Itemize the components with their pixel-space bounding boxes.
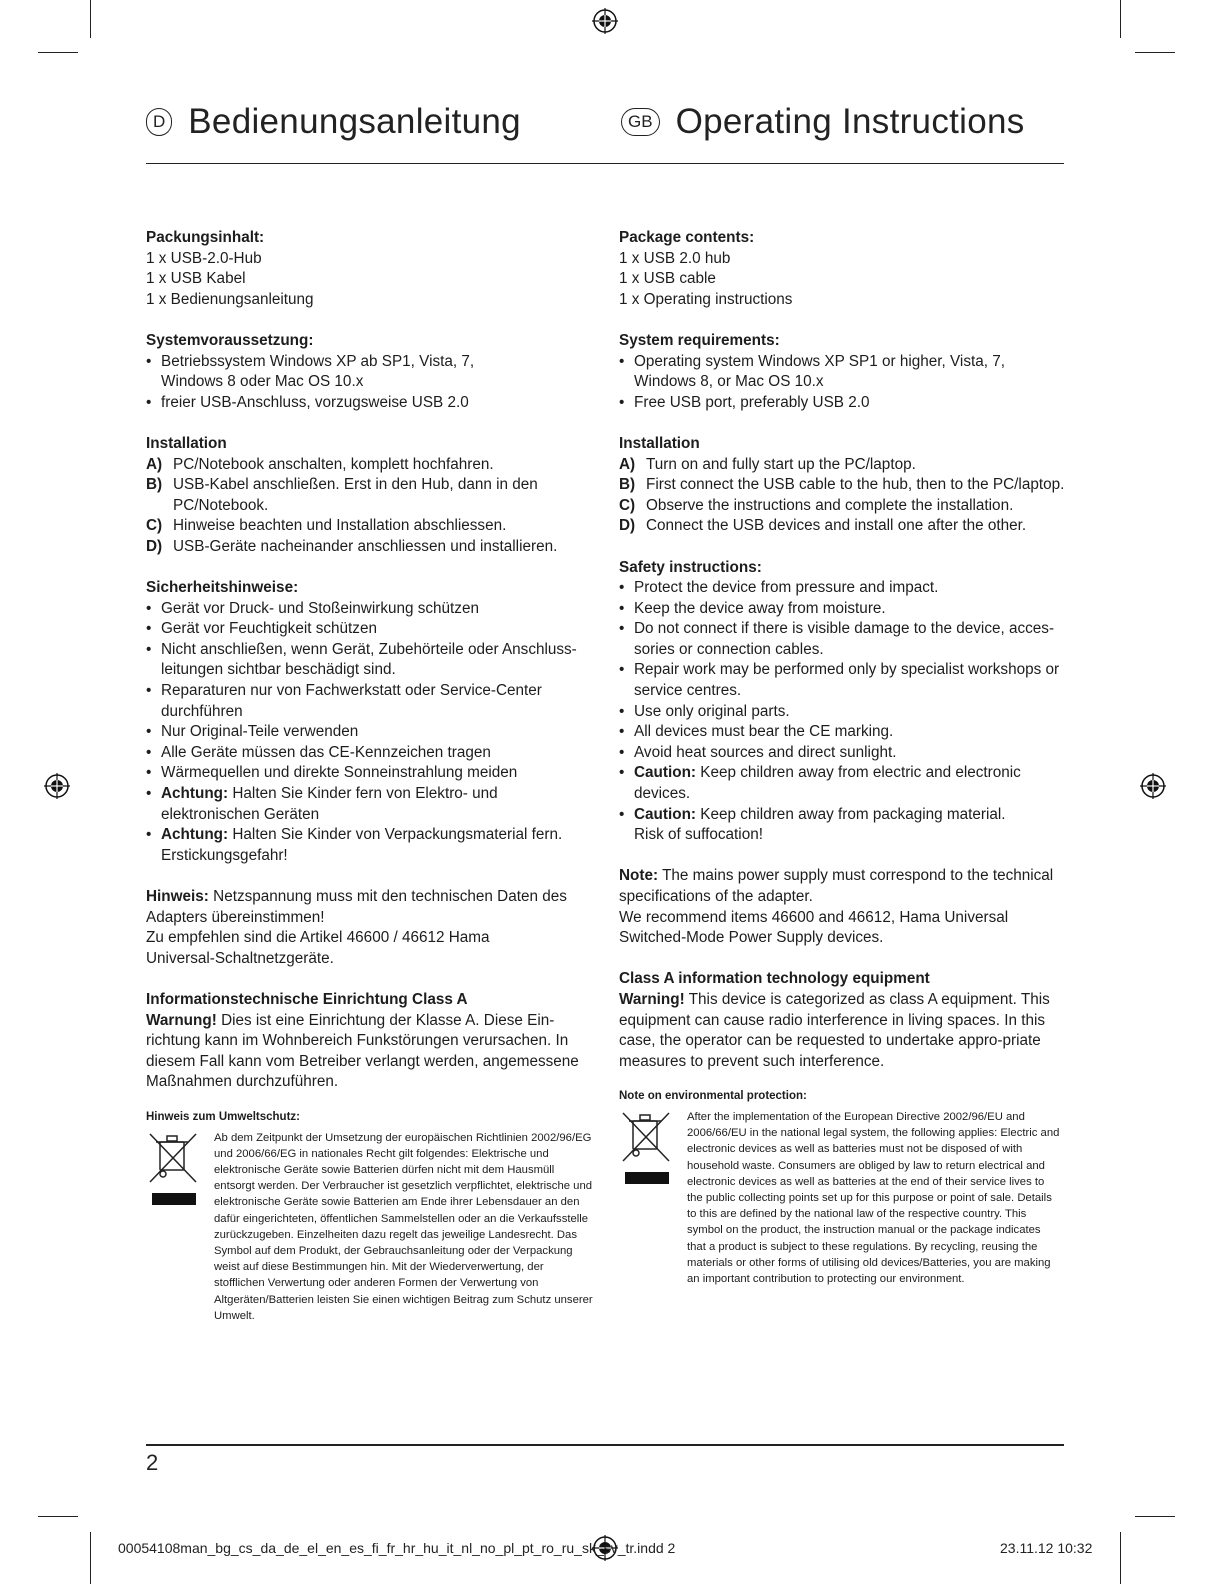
step-key: C) [146,517,163,535]
section-heading: Sicherheitshinweise: [146,579,299,597]
section-heading: Safety instructions: [619,558,762,576]
environment-section [619,1086,1069,1287]
page-number: 2 [146,1450,159,1475]
warning-text: Keep children away from electric and electronic devices. [634,764,1021,803]
warning-label: Caution: [634,764,697,782]
sysreq-section [619,331,1069,413]
install-step [146,516,596,537]
note-text: Zu empfehlen sind die Artikel 46600 / 46612 Hama Universal-Schaltnetzgeräte. [146,929,490,967]
header-divider [146,163,1064,164]
warning-label: Warning! [619,990,685,1008]
warning-label: Caution: [634,805,697,823]
step-key: B) [146,476,163,494]
page-title-de: Bedienungsanleitung [188,102,521,141]
step-text: USB-Geräte nacheinander anschliessen und installieren. [173,537,558,555]
safety-item: • Gerät vor Druck- und Stoßeinwirkung schützen [146,599,596,620]
classa-text [146,1011,586,1093]
step-text: Observe the instructions and complete the installation. [646,496,1014,514]
sysreq-item: • Free USB port, preferably USB 2.0 [619,393,1069,414]
safety-section [146,578,596,866]
section-heading: Hinweis zum Umweltschutz: [146,1110,300,1123]
safety-warning [146,825,581,866]
header-left [146,102,521,142]
crop-mark [90,1532,91,1584]
classa-section [619,969,1064,1072]
safety-warning [619,763,1064,804]
safety-item: • Use only original parts. [619,702,1069,723]
contents-item: 1 x USB 2.0 hub [619,249,731,267]
crossed-out-wheelie-bin-icon [146,1130,204,1324]
section-heading: Class A information technology equipment [619,970,930,988]
sysreq-item: • Operating system Windows XP SP1 or higher, Vista, 7, Windows 8, or Mac OS 10.x [619,352,1034,393]
step-text: Connect the USB devices and install one after the other. [646,517,1027,535]
step-key: D) [619,517,636,535]
step-key: D) [146,537,163,555]
safety-item: • Nicht anschließen, wenn Gerät, Zubehörteile oder Anschluss-leitungen sichtbar beschädigt sind. [146,640,596,681]
registration-mark-icon [592,8,618,34]
note-section [619,866,1064,948]
install-step [619,496,1069,517]
step-key: C) [619,496,636,514]
warning-label: Achtung: [161,785,229,803]
section-heading: Installation [619,434,700,452]
note-label: Note: [619,867,659,885]
step-text: Hinweise beachten und Installation abschliessen. [173,517,507,535]
safety-warning [146,784,541,825]
classa-body: This device is categorized as class A equipment. This equipment can cause radio interference in living spaces. In this case, the operator can be requested to undertake appro-priate measures to prevent such interference. [619,990,1050,1070]
contents-section [146,228,596,310]
page-title-en: Operating Instructions [675,102,1025,141]
step-key: A) [146,455,163,473]
print-date: 23.11.12 10:32 [1000,1540,1093,1556]
contents-item: 1 x USB Kabel [146,270,246,288]
contents-item: 1 x Bedienungsanleitung [146,290,314,308]
classa-section [146,990,586,1093]
step-text: Turn on and fully start up the PC/laptop. [646,455,916,473]
warning-label: Achtung: [161,826,229,844]
registration-mark-icon [1140,773,1166,799]
safety-item: • Wärmequellen und direkte Sonneinstrahlung meiden [146,763,596,784]
sysreq-section [146,331,596,413]
crop-mark [38,52,78,53]
install-step [146,537,596,558]
section-heading: System requirements: [619,331,780,349]
environment-text: Ab dem Zeitpunkt der Umsetzung der europäischen Richtlinien 2002/96/EG und 2006/66/EG in nationales Recht gilt folgendes: Elektrische und elektronische Geräte sowie Batterien dürfen nicht mit dem Hausmüll entsorgt werden. Der Verbraucher ist gesetzlich verpflichtet, elektrische und elektronische Geräte sowie Batterien am Ende ihrer Lebensdauer an den dafür eingerichteten, öffentlichen Sammelstellen oder an die Verkaufsstelle zurückzugeben. Einzelheiten dazu regelt das jeweilige Landesrecht. Das Symbol auf dem Produkt, der Gebrauchsanleitung oder der Verpackung weist auf diese Bestimmungen hin. Mit der Wiederverwertung, der stofflichen Verwertung oder anderen Formen der Verwertung von Altgeräten/Batterien leisten Sie einen wichtigen Beitrag zum Schutz unserer Umwelt. [214,1131,593,1322]
safety-item: • Gerät vor Feuchtigkeit schützen [146,619,596,640]
install-step [146,475,543,516]
note-body: The mains power supply must correspond to the technical specifications of the adapter. [619,867,1054,905]
sysreq-item: • freier USB-Anschluss, vorzugsweise USB 2.0 [146,393,596,414]
note-text [146,887,586,928]
safety-section [619,558,1069,846]
safety-item: • Keep the device away from moisture. [619,599,1069,620]
contents-item: 1 x USB cable [619,270,716,288]
warning-text: Halten Sie Kinder von Verpackungsmaterial fern. Erstickungsgefahr! [161,826,563,864]
install-section [146,434,596,558]
step-key: A) [619,455,636,473]
safety-item: • Avoid heat sources and direct sunlight. [619,743,1069,764]
environment-text: After the implementation of the European Directive 2002/96/EU and 2006/66/EU in the national legal system, the following applies: Electric and electronic devices as well as batteries must not be disposed of with household waste. Consumers are obliged by law to return electrical and electronic devices as well as batteries at the end of their service lives to the public collecting points set up for this purpose or point of sale. Details to this are defined by the national law of the respective country. This symbol on the product, the instruction manual or the package indicates that a product is subject to these regulations. By recycling, reusing the materials or other forms of utilising old devices/Batteries, you are making an important contribution to protecting our environment. [687,1110,1060,1285]
safety-item: • Repair work may be performed only by specialist workshops or service centres. [619,660,1079,701]
language-badge: D [146,108,172,136]
safety-item: • Nur Original-Teile verwenden [146,722,596,743]
warning-text: Halten Sie Kinder fern von Elektro- und elektronischen Geräten [161,785,498,823]
step-text: USB-Kabel anschließen. Erst in den Hub, dann in den PC/Notebook. [173,476,538,514]
warning-text: Keep children away from packaging material. Risk of suffocation! [634,805,1006,844]
section-heading: Packungsinhalt: [146,229,265,246]
note-label: Hinweis: [146,888,209,905]
crop-mark [1135,52,1175,53]
install-step [619,475,1069,496]
install-step [146,455,596,476]
footer-divider [146,1444,1064,1446]
crop-mark [1135,1516,1175,1517]
safety-item: • Do not connect if there is visible damage to the device, acces-sories or connection cables. [619,619,1069,660]
install-section [619,434,1069,537]
language-badge: GB [621,108,660,136]
safety-item: • Reparaturen nur von Fachwerkstatt oder Service-Center durchführen [146,681,561,722]
classa-body: Dies ist eine Einrichtung der Klasse A. Diese Ein-richtung kann im Wohnbereich Funkstörungen verursachen. In diesem Fall kann vom Betreiber verlangt werden, angemessene Maßnahmen durchzuführen. [146,1011,579,1091]
section-heading: Note on environmental protection: [619,1090,807,1103]
sysreq-item: • Betriebssystem Windows XP ab SP1, Vista, 7, Windows 8 oder Mac OS 10.x [146,352,491,393]
section-heading: Package contents: [619,229,755,246]
step-key: B) [619,476,636,494]
crop-mark [90,0,91,38]
note-text [619,866,1064,907]
note-section [146,887,586,969]
print-file-info: 00054108man_bg_cs_da_de_el_en_es_fi_fr_hr_hu_it_nl_no_pl_pt_ro_ru_sk_sv_tr.indd 2 [118,1540,676,1556]
safety-item: • Protect the device from pressure and impact. [619,578,1069,599]
crop-mark [38,1516,78,1517]
warning-label: Warnung! [146,1011,217,1029]
section-heading: Installation [146,434,227,452]
contents-item: 1 x Operating instructions [619,290,793,308]
column-de [146,228,596,1324]
contents-section [619,228,1069,310]
classa-text [619,990,1064,1072]
crop-mark [1120,1532,1121,1584]
step-text: First connect the USB cable to the hub, then to the PC/laptop. [646,476,1065,494]
safety-item: • All devices must bear the CE marking. [619,722,1069,743]
contents-item: 1 x USB-2.0-Hub [146,249,262,267]
registration-mark-icon [44,773,70,799]
section-heading: Systemvoraussetzung: [146,331,314,349]
section-heading: Informationstechnische Einrichtung Class A [146,990,468,1008]
install-step [619,516,1069,537]
install-step [619,455,1069,476]
note-body: Netzspannung muss mit den technischen Daten des Adapters übereinstimmen! [146,888,567,926]
crossed-out-wheelie-bin-icon [619,1109,677,1287]
column-en [619,228,1069,1287]
note-text: We recommend items 46600 and 46612, Hama Universal Switched-Mode Power Supply devices. [619,908,1009,947]
safety-warning [619,805,1034,846]
safety-item: • Alle Geräte müssen das CE-Kennzeichen tragen [146,743,596,764]
header-right [621,102,1025,142]
crop-mark [1120,0,1121,38]
environment-section [146,1107,596,1324]
step-text: PC/Notebook anschalten, komplett hochfahren. [173,455,494,473]
